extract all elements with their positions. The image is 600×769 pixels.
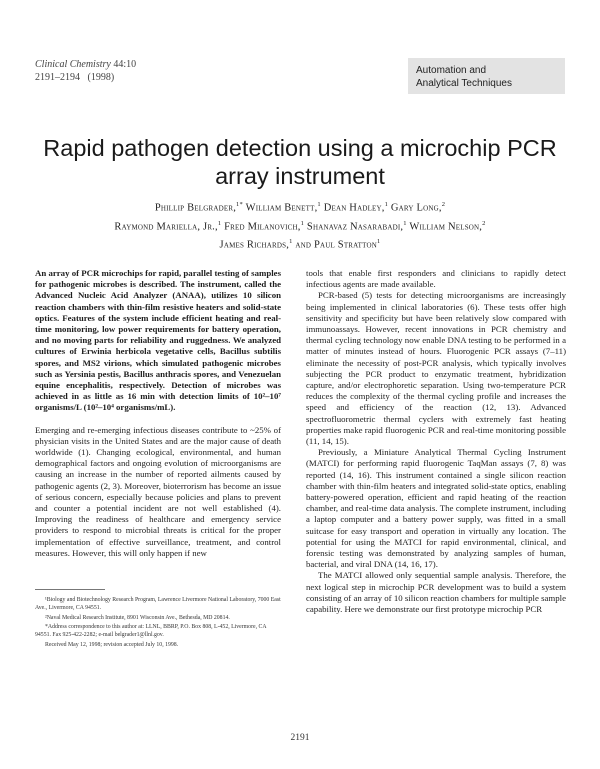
- author: Raymond Mariella, Jr.,: [114, 221, 218, 232]
- author: James Richards,: [219, 239, 290, 251]
- left-column: [35, 268, 281, 559]
- section-line-2: Analytical Techniques: [416, 78, 512, 89]
- journal-year: (1998): [87, 72, 115, 83]
- footnote: *Address correspondence to this author at: LLNL, BBRP, P.O. Box 808, L-452, Livermore, CA 94551. Fax 925-422-2282; e-mail belgrader1@llnl.gov.: [35, 624, 267, 639]
- right-column: [306, 268, 566, 615]
- body-paragraph: tools that enable first responders and clinicians to rapidly detect infectious agents are made available.: [306, 268, 566, 290]
- journal-citation: [35, 58, 136, 84]
- section-label-box: [408, 58, 565, 94]
- footnote: ²Naval Medical Research Institute, 8901 Wisconsin Ave., Bethesda, MD 20814.: [45, 614, 230, 621]
- body-paragraph: The MATCI allowed only sequential sample analysis. Therefore, the next logical step in microchip PCR development was to build a system consisting of an array of 10 silicon reaction chambers for multiple sample capability. Here we demonstrate our first prototype microchip PCR: [306, 570, 566, 615]
- body-paragraph: Previously, a Miniature Analytical Thermal Cycling Instrument (MATCI) for performing rapid fluorogenic TaqMan assays (7, 8) was reported (14, 16). This instrument contained a single silicon reaction chamber with thin-film heaters and integrated solid-state optics, enabling battery-powered operation, efficient and rapid heating of the reaction chamber, and real-time data analysis. The complete instrument, including a laptop computer and a battery power supply, was fitted in a small suitcase for easy transport and operation in virtually any location. The potential for using the MATCI for rapid environmental, clinical, and forensic testing was demonstrated by analyzing samples of human, bacterial, and viral DNA (14, 16, 17).: [306, 447, 566, 570]
- author: Phillip Belgrader,: [154, 202, 237, 214]
- body-paragraph: Emerging and re-emerging infectious diseases contribute to ~25% of physician visits in the United States and are the major cause of death worldwide (1). Changing ecological, environmental, and human demographical factors and ongoing evolution of microorganisms are causing an increase in the number of reported ailments caused by pathogenic agents (2, 3). Moreover, bioterrorism has become an issue of serious concern, especially because policies and plans to prevent and counter a potential incident are not well established (4). Improving the readiness of healthcare and emergency service providers to respond to microbial threats is critical for the proper implementation of effective surveillance, treatment, and control measures. However, this will only happen if new: [35, 424, 281, 558]
- author-conjunction: and: [295, 239, 312, 251]
- author: Fred Milanovich,: [224, 221, 301, 232]
- author: Gary Long,: [390, 202, 442, 214]
- journal-name: Clinical Chemistry: [35, 59, 111, 70]
- section-line-1: Automation and: [416, 65, 487, 76]
- footnote-rule: [35, 589, 105, 590]
- author: Dean Hadley,: [323, 202, 385, 214]
- author: William Nelson,: [409, 221, 483, 232]
- article-title: Rapid pathogen detection using a microchip PCR array instrument: [43, 135, 557, 189]
- footnote: ¹Biology and Biotechnology Research Program, Lawrence Livermore National Laboratory, 7000 East Ave., Livermore, CA 94551.: [35, 597, 281, 611]
- abstract: An array of PCR microchips for rapid, parallel testing of samples for pathogenic microbes is described. The instrument, called the Advanced Nucleic Acid Analyzer (ANAA), utilizes 10 silicon reaction chambers with thin-film resistive heaters and solid-state optics. Features of the system include efficient heating and real-time monitoring, low power requirements for battery operation, and no moving parts for reliability and ruggedness. We analyzed cultures of Erwinia herbicola vegetative cells, Bacillus subtilis spores, and MS2 virions, which simulated pathogenic microbes such as Yersinia pestis, Bacillus anthracis spores, and Venezuelan equine encephalitis, respectively. Detection of microbes was achieved in as little as 16 min with detection limits of 10²–10⁷ organisms/L (10²–10⁴ organisms/mL).: [35, 268, 281, 413]
- section-label: [416, 64, 512, 90]
- page-number: 2191: [290, 733, 310, 743]
- author: William Benett,: [245, 202, 318, 214]
- author: Paul Stratton: [313, 239, 377, 251]
- author-list: Phillip Belgrader,$^{1*}$ William Benett,$^1$ Dean Hadley,$^1$ Gary Long,$^2$ Raymond Mariella, Jr.,$^1$ Fred Milanovich,$^1$ Shanavaz Nasarabadi,$^1$ William Nelson,$^2$ James Richards,$^1$ and Paul Stratton$^1$: [114, 201, 486, 251]
- body-paragraph: PCR-based (5) tests for detecting microorganisms are increasingly being implemented in clinical laboratories (6). These tests offer high sensitivity and specificity but have been relatively slow compared with immunoassays. However, recent innovations in PCR chemistry and thermal cycling technology now enable DNA testing to be performed in a matter of minutes instead of hours. Fluorogenic PCR assays (7–11) eliminate the necessity of post-PCR analysis, which typically involves subjecting the PCR product to enzymatic treatment, hybridization capture, and/or electrophoretic separation. Using two-temperature PCR reduces the complexity of the thermal cycling profile and increases the speed and efficiency of the reaction (12, 13). Advanced spectrofluorometric thermal cyclers with extremely fast heating properties make rapid fluorogenic PCR and real-time monitoring possible (11, 14, 15).: [306, 290, 566, 447]
- footnotes: [35, 597, 281, 652]
- author: Shanavaz Nasarabadi,: [306, 221, 404, 232]
- footnote: Received May 12, 1998; revision accepted July 10, 1998.: [45, 641, 179, 648]
- journal-pages: 2191–2194: [35, 72, 80, 83]
- journal-volume: 44:10: [113, 59, 137, 70]
